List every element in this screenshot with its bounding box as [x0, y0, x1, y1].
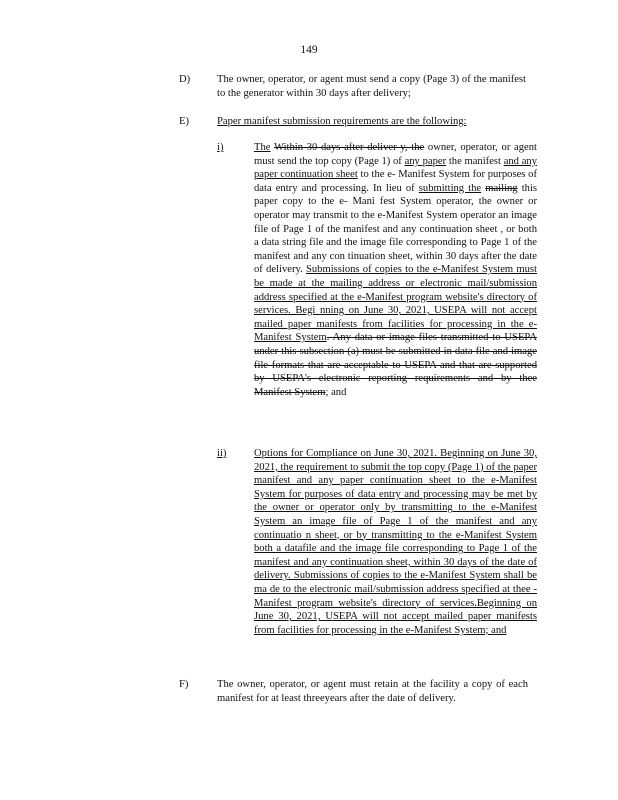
- item-e-label: E): [179, 116, 189, 127]
- body-text: ; and: [325, 386, 347, 398]
- body-text: the manifest: [448, 155, 501, 167]
- deleted-text: . Any data or image files transmitted to USEPA under this subsection (a) must be submitted in data file and image file formats that are acceptable to USEPA and that are supported by USEPA's electronic reporting requirements and by thee Manifest System: [254, 332, 537, 398]
- inserted-text: and any paper continuation sheet: [254, 155, 537, 181]
- item-e-i-label: i): [217, 142, 224, 153]
- deleted-text: Within 30 days after deliver y, the: [274, 142, 425, 153]
- page-number: 149: [300, 44, 318, 56]
- item-e-ii-text: Options for Compliance on June 30, 2021. Beginning on June 30, 2021, the requirement to submit the top copy (Page 1) of the paper manifest and any paper continuation sheet to the e-Manifest System for purposes of data entry and processing may be met by the owner or operator only by transmitting to the e-Manifest System an image file of Page 1 of the manifest and any continuatio n sheet, or by transmitting to the e-Manifest System both a datafile and the image file corresponding to Page 1 of the manifest and any continuation sheet, within 30 days of the date of delivery. Submissions of copies to the e-Manifest System shall be ma de to the electronic mail/submission address specified at thee -Manifest program website's directory of services.Beginning on June 30, 2021, USEPA will not accept mailed paper manifests from facilities for processing in the e-Manifest System; and: [254, 448, 537, 636]
- item-d-label: D): [179, 74, 191, 85]
- item-e-heading: Paper manifest submission requirements are the following:: [217, 116, 467, 127]
- item-e-i-text: [254, 141, 537, 399]
- inserted-text: any paper: [404, 155, 447, 167]
- item-f-text: The owner, operator, or agent must retain at the facility a copy of each manifest for at least threeyears after the date of delivery.: [217, 679, 528, 704]
- inserted-text: The: [254, 142, 271, 153]
- inserted-text: Submissions of copies to the e-Manifest System must be made at the mailing address or electronic mail/submission address specified at the e-Manifest program website's directory of services. Begi nning on June 30, 2021, USEPA will not accept mailed paper manifests from facilities for processing in the e-Manifest System: [254, 264, 537, 344]
- item-e-ii-label: ii): [217, 448, 227, 459]
- body-text: to the e- Manifest System for purposes of data entry and processing. In lieu of: [254, 169, 537, 194]
- item-d-text: The owner, operator, or agent must send a copy (Page 3) of the manifest to the generator within 30 days after delivery;: [217, 74, 526, 99]
- item-f-label: F): [179, 679, 189, 690]
- deleted-text: mailing: [485, 182, 518, 194]
- body-text: owner, operator, or agent must send the top copy (Page 1) of: [254, 142, 537, 167]
- inserted-text: submitting the: [418, 182, 482, 194]
- body-text: this paper copy to the e- Mani fest System operator, the owner or operator may transmit to the e-Manifest System operator an image file of Page 1 of the manifest and any continuation sheet , or both a data string file and the image file corresponding to Page 1 of the manifest and any con tinuation sheet, within 30 days after the date of delivery.: [254, 182, 538, 276]
